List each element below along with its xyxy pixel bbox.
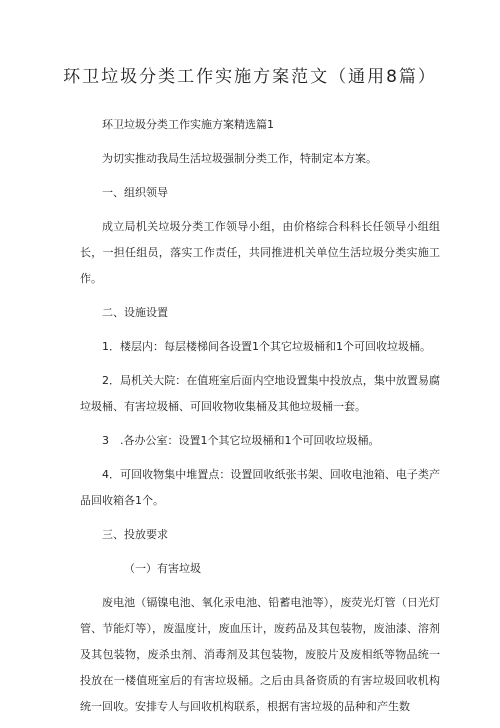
paragraph: 为切实推动我局生活垃圾强制分类工作，特制定本方案。 xyxy=(102,152,377,165)
subsection-heading: （一）有害垃圾 xyxy=(124,562,201,575)
section-heading: 一、组织领导 xyxy=(102,186,168,199)
section-heading: 二、设施设置 xyxy=(102,306,168,319)
section-heading: 环卫垃圾分类工作实施方案精选篇1 xyxy=(102,118,274,131)
list-item: 4．可回收物集中堆置点：设置回收纸张书架、回收电池箱、电子类产品回收箱各1个。 xyxy=(80,468,440,507)
list-item: 2．局机关大院：在值班室后面内空地设置集中投放点，集中放置易腐垃圾桶、有害垃圾桶、可回收物收集桶及其他垃圾桶一套。 xyxy=(80,374,440,413)
list-item: 3 .各办公室：设置1个其它垃圾桶和1个可回收垃圾桶。 xyxy=(102,434,380,447)
list-item: 1．楼层内：每层楼梯间各设置1个其它垃圾桶和1个可回收垃圾桶。 xyxy=(102,340,431,353)
section-heading: 三、投放要求 xyxy=(102,528,168,541)
document-title: 环卫垃圾分类工作实施方案范文（通用8篇） xyxy=(63,67,437,87)
document-body xyxy=(80,112,440,728)
paragraph: 废电池（镉镍电池、氧化汞电池、铅蓄电池等），废荧光灯管（日光灯管、节能灯等），废温度计，废血压计，废药品及其包装物，废油漆、溶剂及其包装物，废杀虫剂、消毒剂及其包装物，废胶片及废相纸等物品统一投放在一楼值班室后的有害垃圾桶。之后由具备资质的有害垃圾回收机构统一回收。安排专人与回收机构联系，根据有害垃圾的品种和产生数 xyxy=(80,596,440,713)
paragraph: 成立局机关垃圾分类工作领导小组，由价格综合科科长任领导小组组长，一担任组员，落实工作责任，共同推进机关单位生活垃圾分类实施工作。 xyxy=(80,220,440,285)
